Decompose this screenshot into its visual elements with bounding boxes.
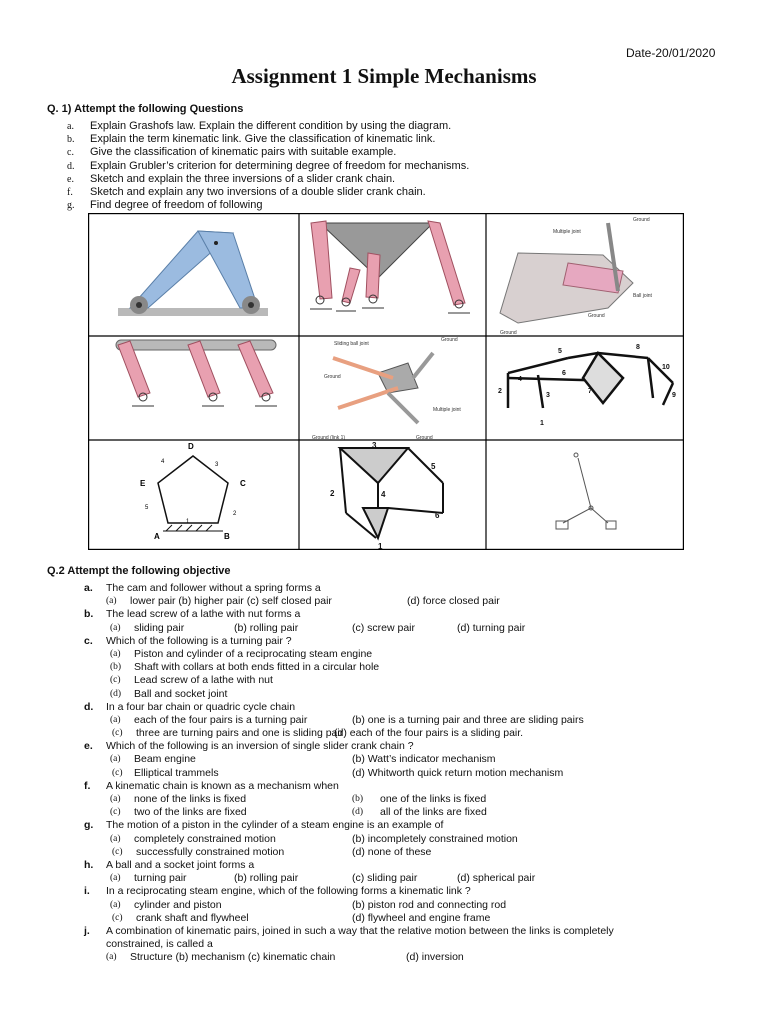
q1-item <box>67 133 469 146</box>
question-letter: e. <box>84 740 93 753</box>
question-row <box>0 740 768 753</box>
q1-item-text: Sketch and explain the three inversions of a slider crank chain. <box>90 172 396 185</box>
option-text: (c) sliding pair <box>352 872 418 885</box>
option-text: (d) force closed pair <box>407 595 500 608</box>
question-row <box>0 701 768 714</box>
frame-num-8: 8 <box>636 344 640 351</box>
q1-item <box>67 173 469 186</box>
figure-sliding-ball-joint <box>312 337 461 441</box>
frame-num-4: 4 <box>518 376 522 383</box>
mechanism-figure-grid <box>88 213 684 550</box>
question-text: A kinematic chain is known as a mechanism when <box>106 779 339 792</box>
hatched-num-4: 4 <box>381 490 386 499</box>
option-label: (c) <box>110 675 121 686</box>
option-row <box>0 674 768 687</box>
figure-parallel-links <box>116 340 277 406</box>
option-text: (d) each of the four pairs is a sliding pair. <box>334 727 524 740</box>
question-letter: d. <box>84 700 94 713</box>
option-text: two of the links are fixed <box>134 806 247 819</box>
question-letter: i. <box>84 885 90 898</box>
q1-item <box>67 186 469 199</box>
pentagon-label-a: A <box>154 532 160 541</box>
frame-num-5: 5 <box>558 348 562 355</box>
option-text: Elliptical trammels <box>134 766 219 779</box>
option-row <box>0 753 768 766</box>
label-multiple-joint-2: Multiple joint <box>433 407 461 413</box>
q1-heading: Q. 1) Attempt the following Questions <box>47 103 244 115</box>
label-ground-link1: Ground (link 1) <box>312 435 346 441</box>
option-text: (b) incompletely constrained motion <box>352 832 518 845</box>
figure-two-link-chain <box>118 231 268 316</box>
hatched-num-2: 2 <box>330 489 335 498</box>
label-ground: Ground <box>633 217 650 223</box>
label-ground-5: Ground <box>324 374 341 380</box>
label-ground-4: Ground <box>441 337 458 343</box>
option-text: Structure (b) mechanism (c) kinematic chain <box>130 951 336 964</box>
option-label: (a) <box>110 622 121 633</box>
option-row <box>0 793 768 806</box>
page-title: Assignment 1 Simple Mechanisms <box>231 64 537 88</box>
option-label: (b) <box>352 794 364 804</box>
figure-multiple-joint-mechanism <box>500 217 653 336</box>
q1-item-text: Sketch and explain any two inversions of a double slider crank chain. <box>90 186 426 199</box>
question-letter: g. <box>84 819 94 832</box>
hatched-num-3: 3 <box>372 441 377 450</box>
option-text: Ball and socket joint <box>134 687 228 700</box>
option-text: (b) rolling pair <box>234 621 299 634</box>
question-row <box>0 938 768 951</box>
option-row <box>0 727 768 740</box>
option-text: (d) spherical pair <box>457 872 536 885</box>
q1-item-text: Explain Grubler’s criterion for determining degree of freedom for mechanisms. <box>90 159 470 172</box>
option-label: (a) <box>110 754 121 765</box>
pentagon-label-b: B <box>224 532 230 541</box>
option-text: crank shaft and flywheel <box>136 911 249 924</box>
frame-num-6: 6 <box>562 370 566 377</box>
option-label: (d) <box>110 688 122 699</box>
question-text: constrained, is called a <box>106 938 213 951</box>
question-row <box>0 885 768 898</box>
option-label: (a) <box>110 648 121 659</box>
label-ball-joint: Ball joint <box>633 293 652 299</box>
figure-hatched-frame <box>340 448 443 538</box>
option-text: one of the links is fixed <box>380 793 487 805</box>
option-text: three are turning pairs and one is sliding pair <box>136 727 344 740</box>
option-row <box>0 661 768 674</box>
pentagon-num-4: 4 <box>161 459 165 465</box>
question-text: A ball and a socket joint forms a <box>106 858 255 871</box>
label-ground-6: Ground <box>416 435 433 441</box>
option-text: each of the four pairs is a turning pair <box>134 713 308 726</box>
option-text: (c) screw pair <box>352 621 416 634</box>
option-label: (c) <box>112 767 123 778</box>
q2-objective-list <box>0 582 768 964</box>
figure-triangle-linkage <box>310 221 470 313</box>
frame-num-1: 1 <box>540 420 544 427</box>
option-text: (b) Watt’s indicator mechanism <box>352 753 496 766</box>
option-row <box>0 806 768 819</box>
option-row <box>0 846 768 859</box>
option-row <box>0 951 768 964</box>
option-text: Piston and cylinder of a reciprocating steam engine <box>134 647 373 660</box>
q1-item-letter: a. <box>67 121 74 132</box>
option-row <box>0 767 768 780</box>
frame-num-2: 2 <box>498 388 502 395</box>
figure-truss-frame <box>508 353 673 408</box>
label-sliding-ball-joint: Sliding ball joint <box>334 341 369 347</box>
question-letter: j. <box>84 924 90 937</box>
frame-num-9: 9 <box>672 392 676 399</box>
option-label: (c) <box>110 807 121 818</box>
question-row <box>0 582 768 595</box>
q1-item-letter: b. <box>67 134 75 146</box>
figure-sketch-linkage <box>556 453 616 529</box>
option-text: (d) flywheel and engine frame <box>352 911 491 924</box>
option-row <box>0 622 768 635</box>
date: Date-20/01/2020 <box>626 46 716 60</box>
option-label: (a) <box>106 952 117 963</box>
question-row <box>0 635 768 648</box>
option-row <box>0 688 768 701</box>
option-text: Lead screw of a lathe with nut <box>134 674 273 687</box>
option-text: Shaft with collars at both ends fitted in a circular hole <box>134 661 380 674</box>
option-label: (c) <box>112 846 123 857</box>
question-text: The lead screw of a lathe with nut forms a <box>106 608 301 621</box>
question-text: The cam and follower without a spring forms a <box>106 582 321 594</box>
option-row <box>0 714 768 727</box>
option-label: (a) <box>110 899 121 910</box>
question-text: Which of the following is a turning pair ? <box>106 634 292 647</box>
q1-item <box>67 160 469 173</box>
question-row <box>0 819 768 832</box>
option-row <box>0 872 768 885</box>
pentagon-label-e: E <box>140 479 146 488</box>
question-row <box>0 780 768 793</box>
hatched-num-6: 6 <box>435 511 440 520</box>
question-text: In a reciprocating steam engine, which of the following forms a kinematic link ? <box>106 885 471 898</box>
option-label: (d) <box>352 807 364 818</box>
option-row <box>0 899 768 912</box>
option-label: (a) <box>110 873 121 884</box>
q1-item <box>67 146 469 159</box>
q1-item <box>67 199 469 212</box>
pentagon-label-d: D <box>188 442 194 451</box>
question-letter: f. <box>84 779 91 792</box>
pentagon-label-c: C <box>240 479 246 488</box>
option-row <box>0 648 768 661</box>
option-label: (a) <box>110 714 121 725</box>
label-multiple-joint: Multiple joint <box>553 229 581 235</box>
question-text: A combination of kinematic pairs, joined in such a way that the relative motion between the links is completely <box>106 924 614 937</box>
q1-item <box>67 120 469 133</box>
q1-item-text: Find degree of freedom of following <box>90 199 263 212</box>
option-label: (c) <box>112 728 123 739</box>
q1-item-text: Explain Grashofs law. Explain the different condition by using the diagram. <box>90 120 452 132</box>
pentagon-num-5: 5 <box>145 505 149 511</box>
option-label: (a) <box>110 794 121 804</box>
option-label: (a) <box>106 596 117 607</box>
question-letter: a. <box>84 582 93 594</box>
option-text: (d) none of these <box>352 845 432 858</box>
option-text: (d) turning pair <box>457 621 526 634</box>
option-row <box>0 595 768 608</box>
q1-item-letter: d. <box>67 160 75 172</box>
question-row <box>0 859 768 872</box>
option-text: none of the links is fixed <box>134 793 247 805</box>
option-text: cylinder and piston <box>134 898 222 911</box>
question-letter: h. <box>84 858 94 871</box>
label-ground-2: Ground <box>588 313 605 319</box>
option-text: lower pair (b) higher pair (c) self closed pair <box>130 595 332 608</box>
option-text: successfully constrained motion <box>136 845 285 858</box>
q1-list <box>67 120 469 212</box>
question-letter: c. <box>84 634 93 647</box>
pentagon-num-3: 3 <box>215 462 219 468</box>
option-label: (c) <box>112 912 123 923</box>
option-text: (b) piston rod and connecting rod <box>352 898 507 911</box>
option-text: all of the links are fixed <box>380 806 487 819</box>
option-text: turning pair <box>134 872 187 885</box>
q1-item-letter: c. <box>67 147 74 159</box>
option-text: (d) inversion <box>406 951 464 964</box>
frame-num-7: 7 <box>588 388 592 395</box>
frame-num-10: 10 <box>662 364 670 371</box>
question-letter: b. <box>84 608 94 621</box>
option-text: (d) Whitworth quick return motion mechanism <box>352 766 564 779</box>
question-text: The motion of a piston in the cylinder of a steam engine is an example of <box>106 819 444 832</box>
option-text: (b) rolling pair <box>234 872 299 885</box>
q1-item-text: Give the classification of kinematic pairs with suitable example. <box>90 146 397 159</box>
option-text: (b) one is a turning pair and three are sliding pairs <box>352 713 584 726</box>
question-text: Which of the following is an inversion of single slider crank chain ? <box>106 740 414 753</box>
option-row <box>0 912 768 925</box>
option-text: Beam engine <box>134 753 196 766</box>
q1-item-letter: f. <box>67 187 73 199</box>
option-label: (a) <box>110 833 121 844</box>
question-text: In a four bar chain or quadric cycle chain <box>106 700 296 713</box>
q2-heading: Q.2 Attempt the following objective <box>47 565 231 577</box>
q1-item-letter: g. <box>67 200 75 212</box>
hatched-num-1: 1 <box>378 542 383 550</box>
option-text: sliding pair <box>134 621 185 634</box>
label-ground-3: Ground <box>500 330 517 336</box>
option-row <box>0 833 768 846</box>
pentagon-num-1: 1 <box>186 519 190 525</box>
hatched-num-5: 5 <box>431 462 436 471</box>
q1-item-text: Explain the term kinematic link. Give the classification of kinematic link. <box>90 133 436 146</box>
pentagon-num-2: 2 <box>233 511 237 517</box>
option-text: completely constrained motion <box>134 832 276 845</box>
frame-num-3: 3 <box>546 392 550 399</box>
question-row <box>0 925 768 938</box>
q1-item-letter: e. <box>67 173 74 185</box>
question-row <box>0 608 768 621</box>
option-label: (b) <box>110 662 122 673</box>
figure-pentagon <box>140 442 246 541</box>
